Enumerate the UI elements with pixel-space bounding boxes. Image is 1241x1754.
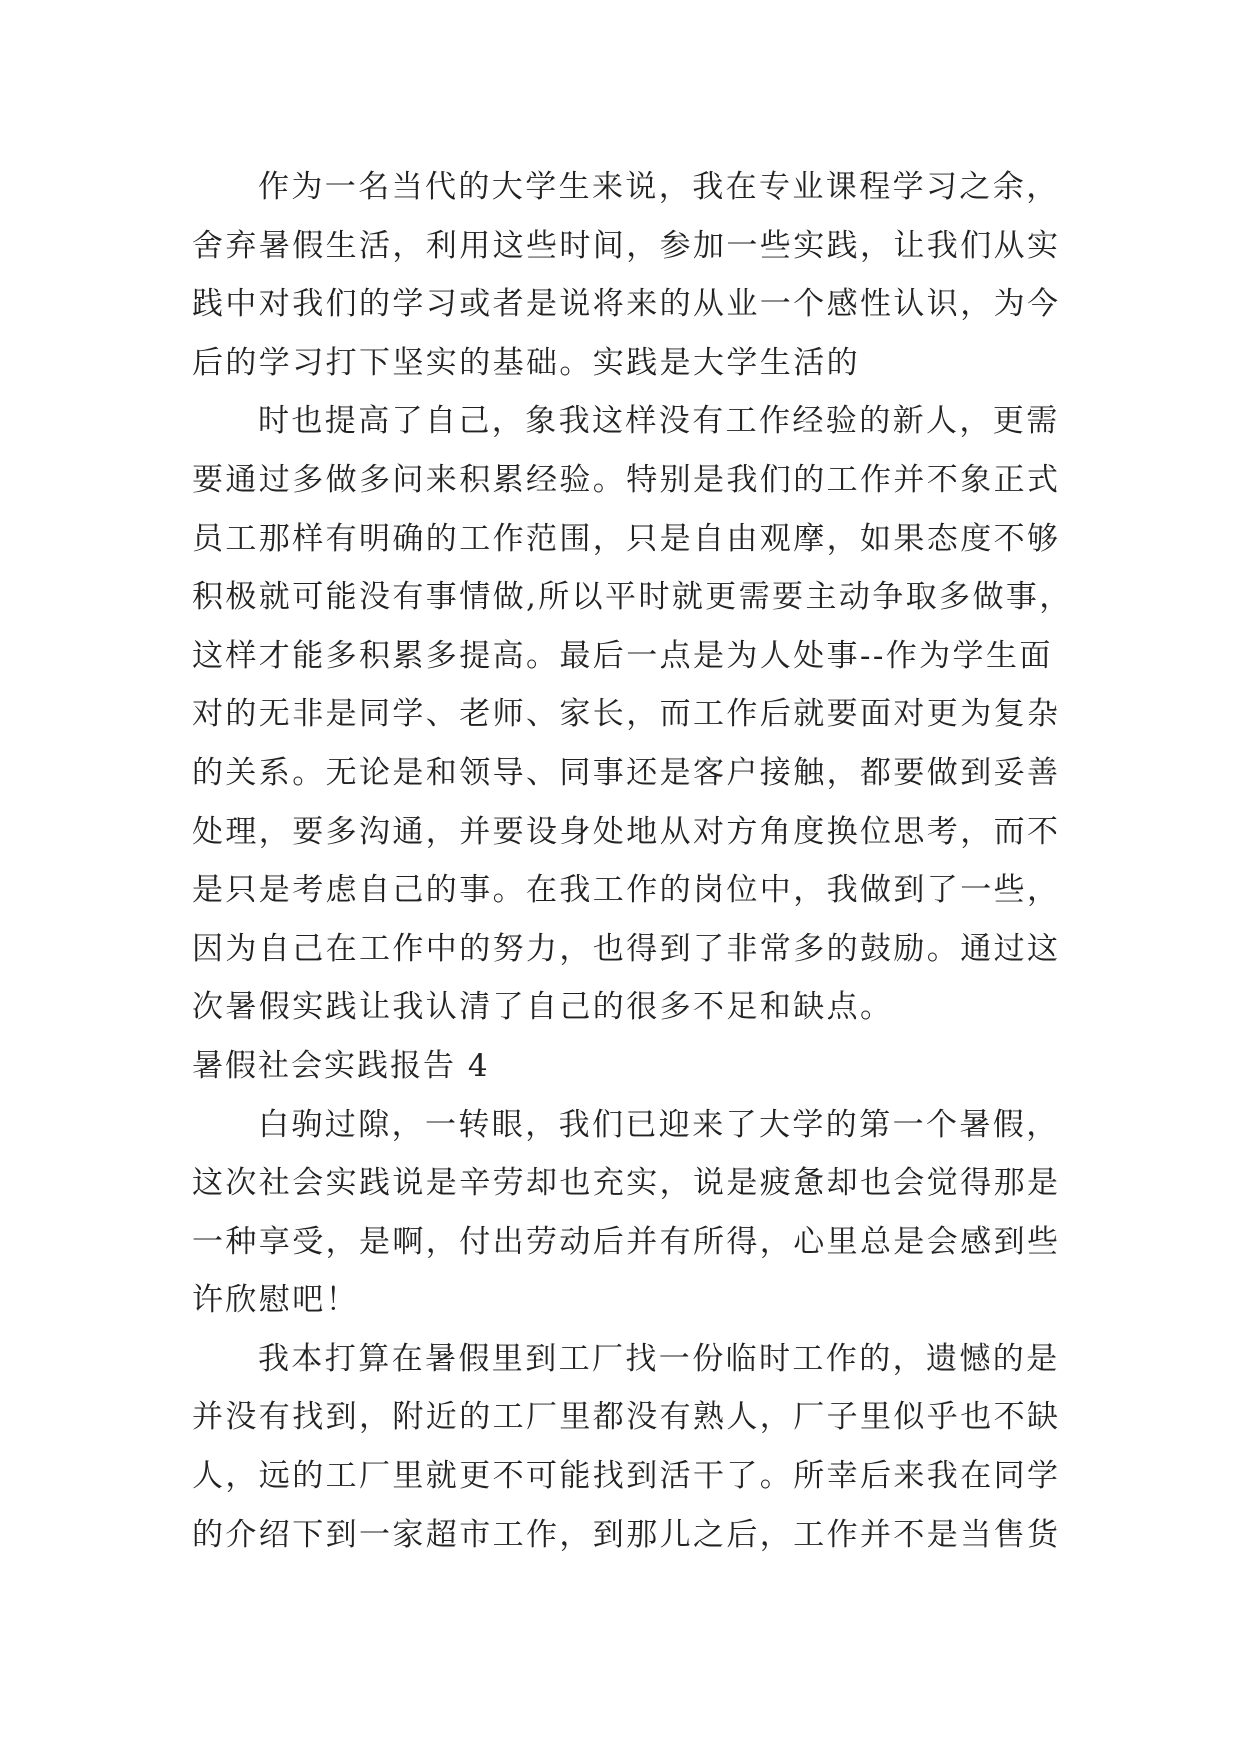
document-body — [192, 158, 1073, 1564]
paragraph-line: 时也提高了自己，象我这样没有工作经验的新人，更需 — [258, 403, 1060, 440]
paragraph-line: 许欣慰吧！ — [192, 1282, 359, 1319]
paragraph — [192, 1096, 1060, 1330]
paragraph-line: 因为自己在工作中的努力，也得到了非常多的鼓励。通过这 — [192, 930, 1061, 967]
heading-text: 暑假社会实践报告 4 — [192, 1047, 490, 1084]
paragraph-line: 一种享受，是啊，付出劳动后并有所得，心里总是会感到些 — [192, 1223, 1061, 1260]
paragraph-line: 舍弃暑假生活，利用这些时间，参加一些实践，让我们从实 — [192, 227, 1061, 264]
paragraph-line: 践中对我们的学习或者是说将来的从业一个感性认识，为今 — [192, 286, 1061, 323]
paragraph — [192, 392, 1073, 1037]
paragraph — [192, 1330, 1060, 1564]
paragraph-line: 次暑假实践让我认清了自己的很多不足和缺点。 — [192, 989, 894, 1026]
paragraph-line: 我本打算在暑假里到工厂找一份临时工作的，遗憾的是 — [258, 1340, 1060, 1377]
paragraph-line: 白驹过隙，一转眼，我们已迎来了大学的第一个暑假， — [258, 1106, 1060, 1143]
paragraph-line: 后的学习打下坚实的基础。实践是大学生活的 — [192, 344, 860, 381]
paragraph-line: 是只是考虑自己的事。在我工作的岗位中，我做到了一些， — [192, 872, 1061, 909]
paragraph-line: 这次社会实践说是辛劳却也充实，说是疲惫却也会觉得那是 — [192, 1165, 1061, 1202]
paragraph-line: 的介绍下到一家超市工作，到那儿之后，工作并不是当售货 — [192, 1516, 1061, 1553]
paragraph-line: 处理，要多沟通，并要设身处地从对方角度换位思考，而不 — [192, 813, 1061, 850]
paragraph — [192, 158, 1060, 392]
paragraph-line: 作为一名当代的大学生来说，我在专业课程学习之余， — [258, 169, 1060, 205]
paragraph-line: 要通过多做多问来积累经验。特别是我们的工作并不象正式 — [192, 461, 1061, 498]
paragraph-line: 员工那样有明确的工作范围，只是自由观摩，如果态度不够 — [192, 520, 1061, 557]
paragraph-line: 积极就可能没有事情做,所以平时就更需要主动争取多做事， — [192, 579, 1073, 616]
paragraph-line: 的关系。无论是和领导、同事还是客户接触，都要做到妥善 — [192, 754, 1061, 791]
paragraph-line: 对的无非是同学、老师、家长，而工作后就要面对更为复杂 — [192, 696, 1061, 733]
paragraph-line: 并没有找到，附近的工厂里都没有熟人，厂子里似乎也不缺 — [192, 1399, 1061, 1436]
section-heading — [192, 1037, 1060, 1096]
paragraph-line: 这样才能多积累多提高。最后一点是为人处事--作为学生面 — [192, 637, 1053, 674]
paragraph-line: 人，远的工厂里就更不可能找到活干了。所幸后来我在同学 — [192, 1458, 1061, 1495]
